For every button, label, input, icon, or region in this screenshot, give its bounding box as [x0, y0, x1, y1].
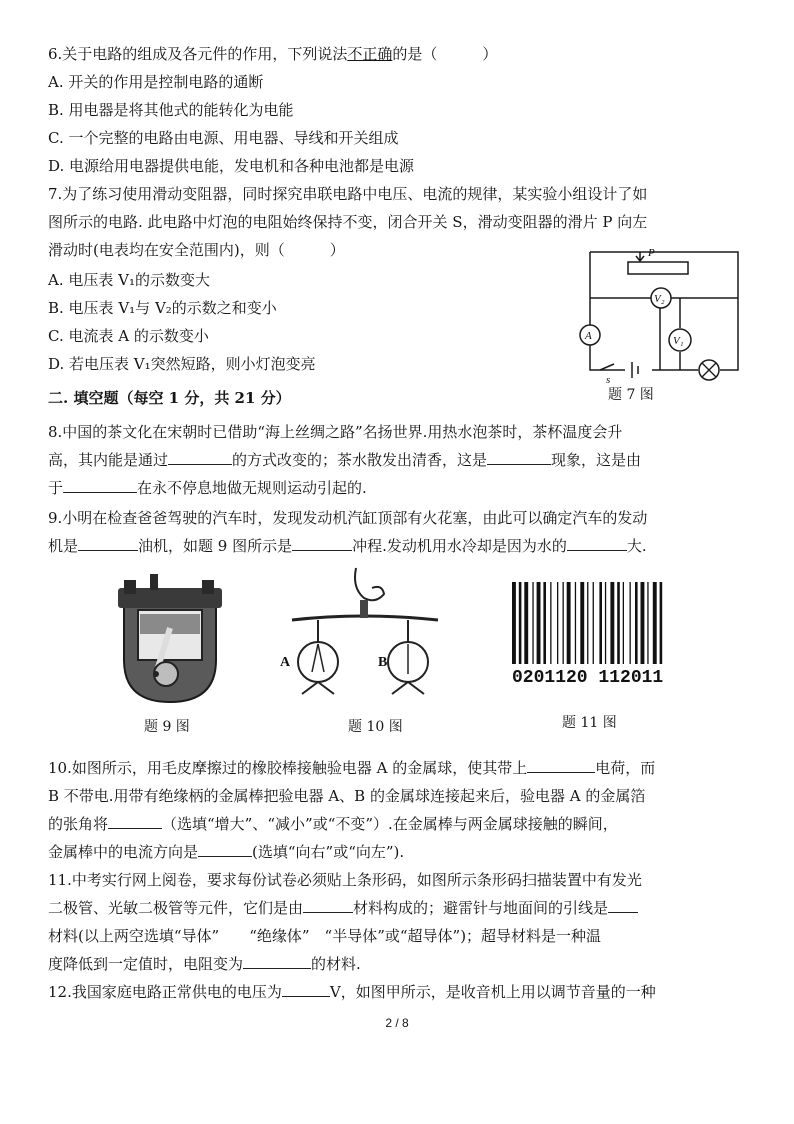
q12-line1: 12.我国家庭电路正常供电的电压为 V，如图甲所示，是收音机上用以调节音量的一种 [48, 983, 656, 1001]
barcode-bar [575, 582, 576, 664]
barcode-bar [580, 582, 584, 664]
barcode-bar [524, 582, 528, 664]
q6-option-a: A. 开关的作用是控制电路的通断 [48, 73, 264, 91]
barcode-bar [610, 582, 614, 664]
q11-line2: 二极管、光敏二极管等元件，它们是由 材料构成的；避雷针与地面间的引线是 [48, 896, 638, 920]
q9-line2: 机是 油机，如题 9 图所示是 冲程.发动机用水冷却是因为水的 大. [48, 537, 647, 555]
barcode-bar [557, 582, 558, 664]
label-v2: V₂ [654, 293, 665, 305]
page-number: 2 / 8 [385, 1016, 409, 1030]
answer-blank[interactable] [108, 814, 162, 829]
answer-blank[interactable] [608, 898, 638, 913]
barcode-bar [660, 582, 663, 664]
answer-blank[interactable] [303, 898, 353, 913]
q6-option-d: D. 电源给用电器提供电能，发电机和各种电池都是电源 [48, 157, 415, 175]
barcode-bar [550, 582, 551, 664]
q7-option-d: D. 若电压表 V₁突然短路，则小灯泡变亮 [48, 355, 316, 373]
engine-cylinder-figure [110, 570, 230, 710]
barcode-bar [563, 582, 564, 664]
q7-stem-line1: 7.为了练习使用滑动变阻器，同时探究串联电路中电压、电流的规律，某实验小组设计了如 [48, 185, 648, 203]
barcode-bar [567, 582, 571, 664]
barcode-bar [641, 582, 645, 664]
q7-stem-line2: 图所示的电路. 此电路中灯泡的电阻始终保持不变，闭合开关 S，滑动变阻器的滑片 P 向左 [48, 213, 648, 231]
answer-blank[interactable] [63, 478, 137, 493]
barcode-figure [508, 578, 700, 688]
fig9-caption: 题 9 图 [144, 719, 190, 735]
barcode-bar [623, 582, 624, 664]
answer-blank[interactable] [567, 536, 627, 551]
q6-emphasis: 不正确 [347, 45, 393, 63]
barcode-bar [617, 582, 620, 664]
q10-line3: 的张角将 （选填“增大”、“减小”或“不变”）.在金属棒与两金属球接触的瞬间， [48, 815, 618, 833]
section-heading: 二. 填空题（每空 1 分，共 21 分） [48, 389, 291, 407]
q11-line1: 11.中考实行网上阅卷，要求每份试卷必须贴上条形码，如图所示条形码扫描装置中有发光 [48, 871, 642, 889]
barcode-bar [593, 582, 594, 664]
fig7-caption: 题 7 图 [608, 387, 654, 403]
rheostat [628, 262, 688, 274]
q8-line3: 于 在永不停息地做无规则运动引起的. [48, 479, 367, 497]
label-p: P [648, 247, 655, 259]
answer-blank[interactable] [292, 536, 352, 551]
answer-blank[interactable] [487, 450, 551, 465]
q7-option-c: C. 电流表 A 的示数变小 [48, 327, 209, 345]
q6-option-b: B. 用电器是将其他式的能转化为电能 [48, 101, 294, 119]
q11-line4: 度降低到一定值时，电阻变为 的材料. [48, 955, 361, 973]
answer-blank[interactable] [198, 842, 252, 857]
barcode-bar [537, 582, 541, 664]
barcode-bar [587, 582, 588, 664]
label-a: A [585, 330, 592, 342]
q7-option-a: A. 电压表 V₁的示数变大 [48, 271, 210, 289]
circuit-diagram [570, 240, 750, 390]
barcode-bar [512, 582, 516, 664]
electroscope-label-b: B [378, 655, 388, 670]
electroscope-label-a: A [280, 655, 291, 670]
answer-blank[interactable] [282, 982, 330, 997]
barcode-bar [605, 582, 606, 664]
q6-stem: 6.关于电路的组成及各元件的作用，下列说法不正确的是（ ） [48, 45, 498, 63]
barcode-bar [647, 582, 648, 664]
barcode-number: 0201120 112011 [512, 668, 664, 688]
label-s: s [606, 374, 611, 386]
q7-stem-line3: 滑动时(电表均在安全范围内)，则（ ） [48, 241, 345, 259]
barcode-bar [532, 582, 533, 664]
q8-line1: 8.中国的茶文化在宋朝时已借助“海上丝绸之路”名扬世界.用热水泡茶时，茶杯温度会升 [48, 423, 623, 441]
label-v1: V₁ [673, 335, 684, 347]
barcode-bar [635, 582, 638, 664]
fig10-caption: 题 10 图 [348, 719, 403, 735]
q7-option-b: B. 电压表 V₁与 V₂的示数之和变小 [48, 299, 277, 317]
answer-blank[interactable] [78, 536, 138, 551]
barcode-bar [519, 582, 522, 664]
q11-line3: 材料(以上两空选填“导体” “绝缘体” “半导体”或“超导体”)；超导材料是一种温 [48, 927, 602, 945]
q10-line4: 金属棒中的电流方向是 (选填“向右”或“向左”). [48, 843, 405, 861]
q9-line1: 9.小明在检查爸爸驾驶的汽车时，发现发动机汽缸顶部有火花塞，由此可以确定汽车的发动 [48, 509, 648, 527]
answer-blank[interactable] [527, 758, 595, 773]
barcode-bar [653, 582, 657, 664]
answer-blank[interactable] [243, 954, 311, 969]
q10-line2: B 不带电.用带有绝缘柄的金属棒把验电器 A、B 的金属球连接起来后，验电器 A 的金属箔 [48, 787, 646, 805]
answer-blank[interactable] [168, 450, 232, 465]
barcode-bar [543, 582, 546, 664]
barcode-bar [630, 582, 631, 664]
electroscope-figure [272, 564, 452, 714]
q6-option-c: C. 一个完整的电路由电源、用电器、导线和开关组成 [48, 129, 399, 147]
q10-line1: 10.如图所示，用毛皮摩擦过的橡胶棒接触验电器 A 的金属球，使其带上 电荷，而 [48, 759, 656, 777]
fig11-caption: 题 11 图 [562, 715, 617, 731]
barcode-bar [599, 582, 602, 664]
q8-line2: 高，其内能是通过 的方式改变的；茶水散发出清香，这是 现象，这是由 [48, 451, 642, 469]
